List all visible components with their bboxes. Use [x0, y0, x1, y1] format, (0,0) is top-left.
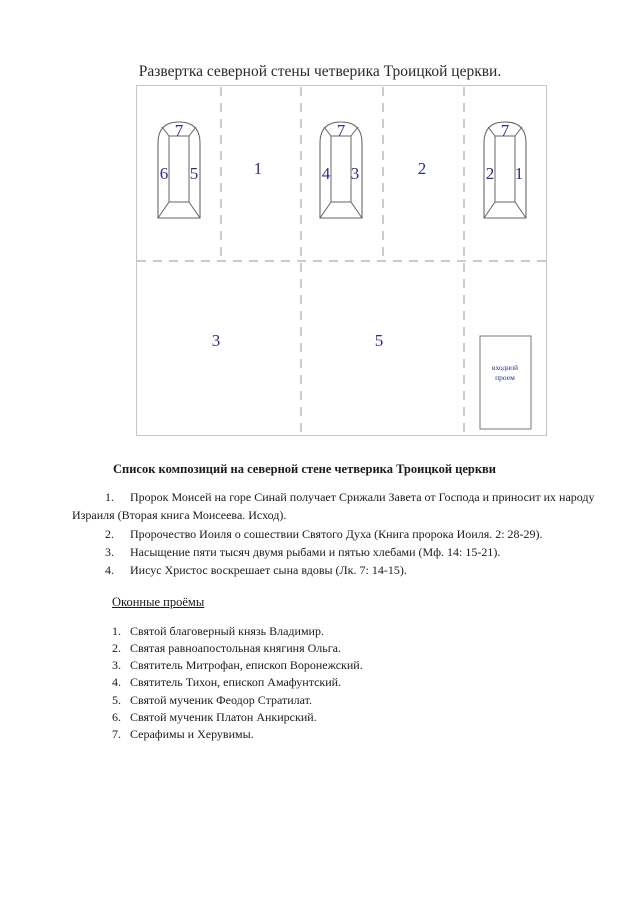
composition-number: 1. — [105, 490, 114, 504]
diagram-title: Развертка северной стены четверика Троицкой церкви. — [138, 63, 502, 80]
window-opening-item — [112, 709, 317, 726]
composition-number: 4. — [105, 563, 114, 577]
composition-text: Насыщение пяти тысяч двумя рыбами и пятью хлебами (Мф. 14: 15-21). — [130, 545, 501, 559]
composition-item — [72, 544, 622, 562]
window-opening-text: Святитель Митрофан, епископ Воронежский. — [130, 658, 363, 672]
entrance-opening — [480, 336, 531, 429]
window-opening-number: 6. — [112, 710, 121, 724]
composition-item — [72, 526, 622, 544]
composition-text: Иисус Христос воскрешает сына вдовы (Лк. 7: 14-15). — [130, 563, 407, 577]
window-openings-heading: Оконные проёмы — [112, 595, 205, 609]
window-opening-number: 4. — [112, 675, 121, 689]
composition-item — [72, 562, 622, 580]
window-left-right-label: 5 — [189, 164, 199, 183]
window-opening-number: 3. — [112, 658, 121, 672]
window-opening-item — [112, 692, 312, 709]
composition-number: 3. — [105, 545, 114, 559]
window-opening-item — [112, 726, 254, 743]
composition-text: Пророк Моисей на горе Синай получает Срижали Завета от Господа и приносит их народу Израиля (Вторая книга Моисеева. Исход). — [72, 490, 595, 522]
entrance-label-line-1: входной — [491, 363, 519, 372]
window-opening-text: Святая равноапостольная княгиня Ольга. — [130, 641, 341, 655]
composition-text: Пророчество Иоиля о сошествии Святого Духа (Книга пророка Иоиля. 2: 28-29). — [130, 527, 543, 541]
window-middle-top-label: 7 — [336, 121, 346, 140]
window-left-top-label: 7 — [174, 121, 184, 140]
composition-number: 2. — [105, 527, 114, 541]
window-opening-number: 5. — [112, 693, 121, 707]
window-opening-text: Серафимы и Херувимы. — [130, 727, 254, 741]
window-left-left-label: 6 — [159, 164, 169, 183]
window-middle-right-label: 3 — [350, 164, 360, 183]
window-opening-text: Святой благоверный князь Владимир. — [130, 624, 324, 638]
window-opening-text: Святитель Тихон, епископ Амафунтский. — [130, 675, 342, 689]
window-opening-item — [112, 657, 363, 674]
window-right-left-label: 2 — [485, 164, 495, 183]
panel-label-3: 3 — [211, 331, 221, 350]
window-opening-item — [112, 640, 341, 657]
window-opening-item — [112, 674, 341, 691]
window-opening-number: 1. — [112, 624, 121, 638]
window-opening-number: 2. — [112, 641, 121, 655]
window-opening-text: Святой мученик Феодор Стратилат. — [130, 693, 312, 707]
composition-item — [72, 489, 622, 524]
window-opening-item — [112, 623, 324, 640]
window-middle-left-label: 4 — [321, 164, 331, 183]
panel-label-2: 2 — [417, 159, 427, 178]
north-wall-diagram — [136, 85, 548, 437]
compositions-heading: Список композиций на северной стене четверика Троицкой церкви — [113, 462, 497, 476]
window-right-right-label: 1 — [514, 164, 524, 183]
panel-label-1: 1 — [253, 159, 263, 178]
window-opening-text: Святой мученик Платон Анкирский. — [130, 710, 317, 724]
panel-label-5: 5 — [374, 331, 384, 350]
window-opening-number: 7. — [112, 727, 121, 741]
entrance-label-line-2: проем — [495, 373, 515, 382]
window-right-top-label: 7 — [500, 121, 510, 140]
